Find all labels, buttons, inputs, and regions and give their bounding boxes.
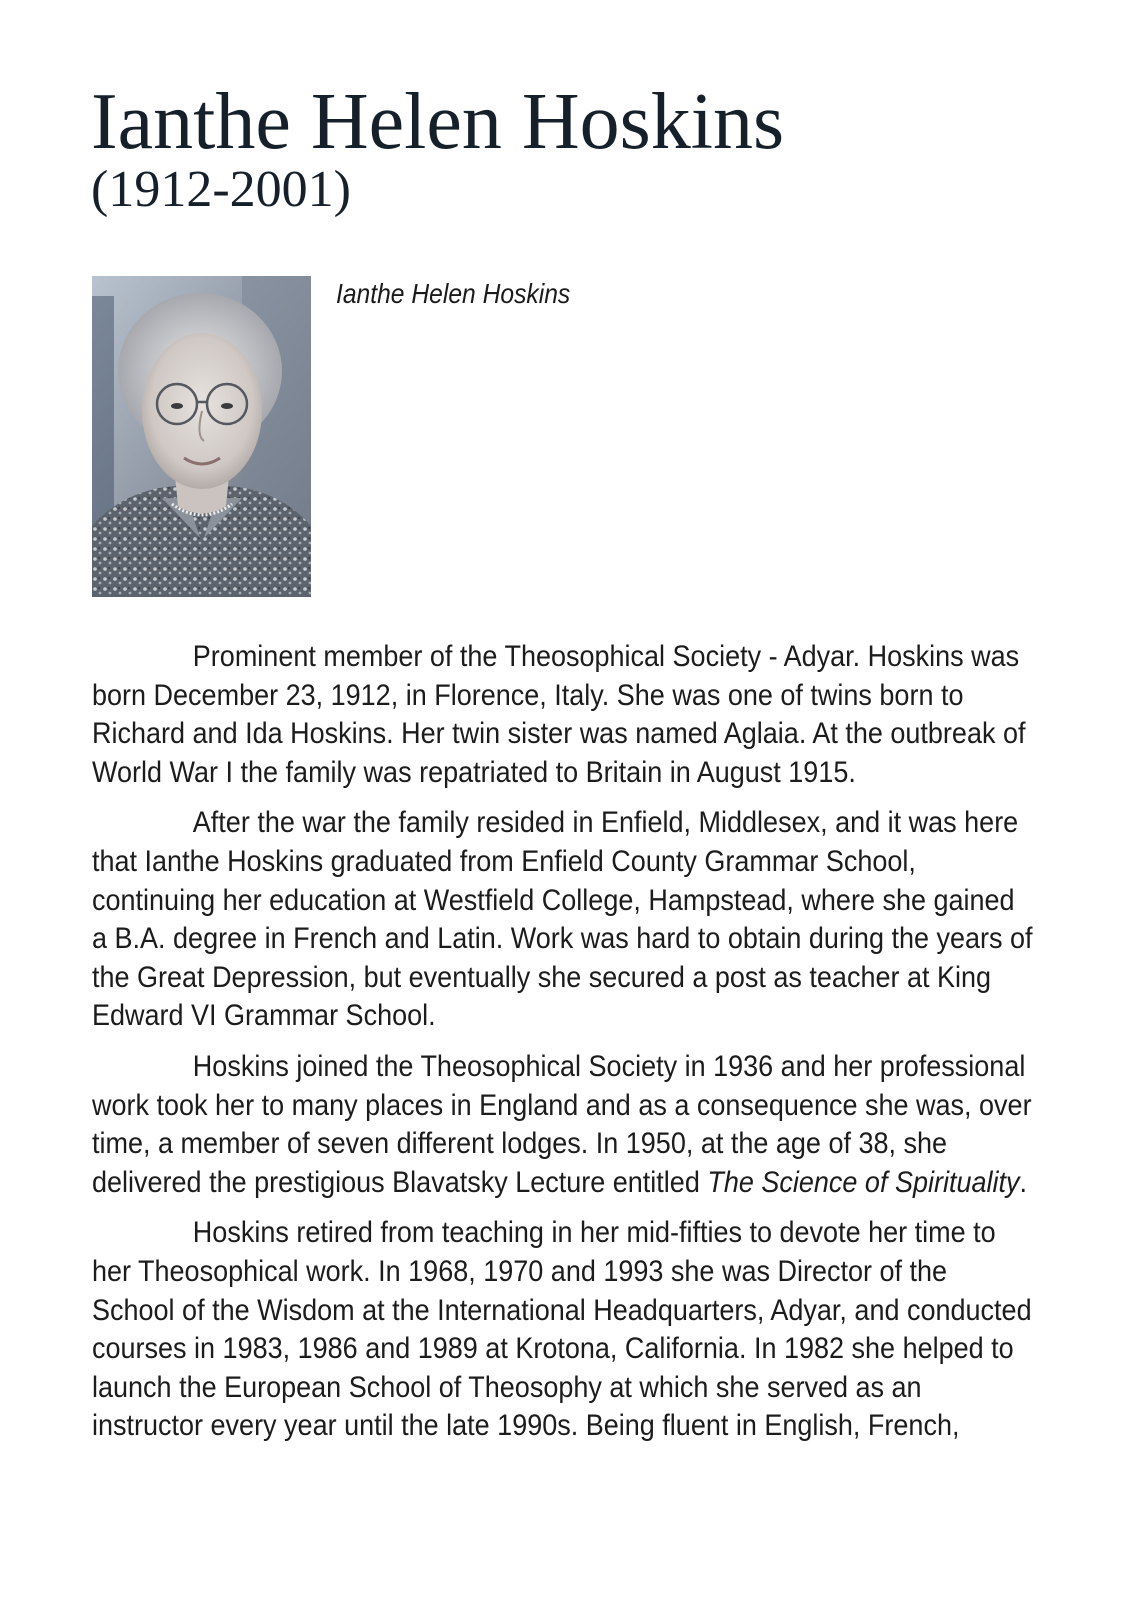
text-segment: . [1019,1165,1028,1199]
text-line: Prominent member of the Theosophical Society - Adyar. Hoskins was [192,640,1020,673]
paragraph [92,804,1064,1036]
text-line: After the war the family resided in Enfield, Middlesex, and it was here [192,806,1019,840]
text-line: continuing her education at Westfield College, Hampstead, where she gained [92,883,1015,917]
biography-text [92,638,1064,1458]
photo-caption: Ianthe Helen Hoskins [336,278,571,309]
portrait-photo [92,276,311,597]
text-line: World War I the family was repatriated to Britain in August 1915. [92,755,856,789]
text-line: Hoskins joined the Theosophical Society in 1936 and her professional [192,1049,1026,1083]
text-line: her Theosophical work. In 1968, 1970 and 1993 she was Director of the [92,1254,948,1288]
text-segment: delivered the prestigious Blavatsky Lecture entitled [92,1165,708,1199]
lecture-title: The Science of Spirituality [707,1165,1020,1199]
text-line: a B.A. degree in French and Latin. Work was hard to obtain during the years of [92,922,1033,956]
text-line: born December 23, 1912, in Florence, Italy. She was one of twins born to [92,678,964,712]
text-line [92,1164,1064,1203]
text-line: launch the European School of Theosophy at which she served as an [92,1370,922,1404]
paragraph [92,1214,1064,1446]
life-dates: (1912-2001) [91,161,351,218]
text-line: work took her to many places in England and as a consequence she was, over [92,1088,1032,1122]
paragraph [92,1048,1064,1202]
text-line: instructor every year until the late 1990s. Being fluent in English, French, [92,1409,960,1443]
text-line: courses in 1983, 1986 and 1989 at Krotona, California. In 1982 she helped to [92,1332,1014,1366]
text-line: Edward VI Grammar School. [92,999,436,1033]
text-line: time, a member of seven different lodges. In 1950, at the age of 38, she [92,1127,948,1161]
paragraph [92,638,1064,792]
text-line: the Great Depression, but eventually she secured a post as teacher at King [92,960,992,994]
text-line: School of the Wisdom at the International Headquarters, Adyar, and conducted [92,1293,1032,1327]
page-title: Ianthe Helen Hoskins [91,78,785,166]
text-line: that Ianthe Hoskins graduated from Enfield County Grammar School, [92,844,916,878]
text-line: Hoskins retired from teaching in her mid-fifties to devote her time to [192,1216,996,1250]
text-line: Richard and Ida Hoskins. Her twin sister was named Aglaia. At the outbreak of [92,717,1026,751]
